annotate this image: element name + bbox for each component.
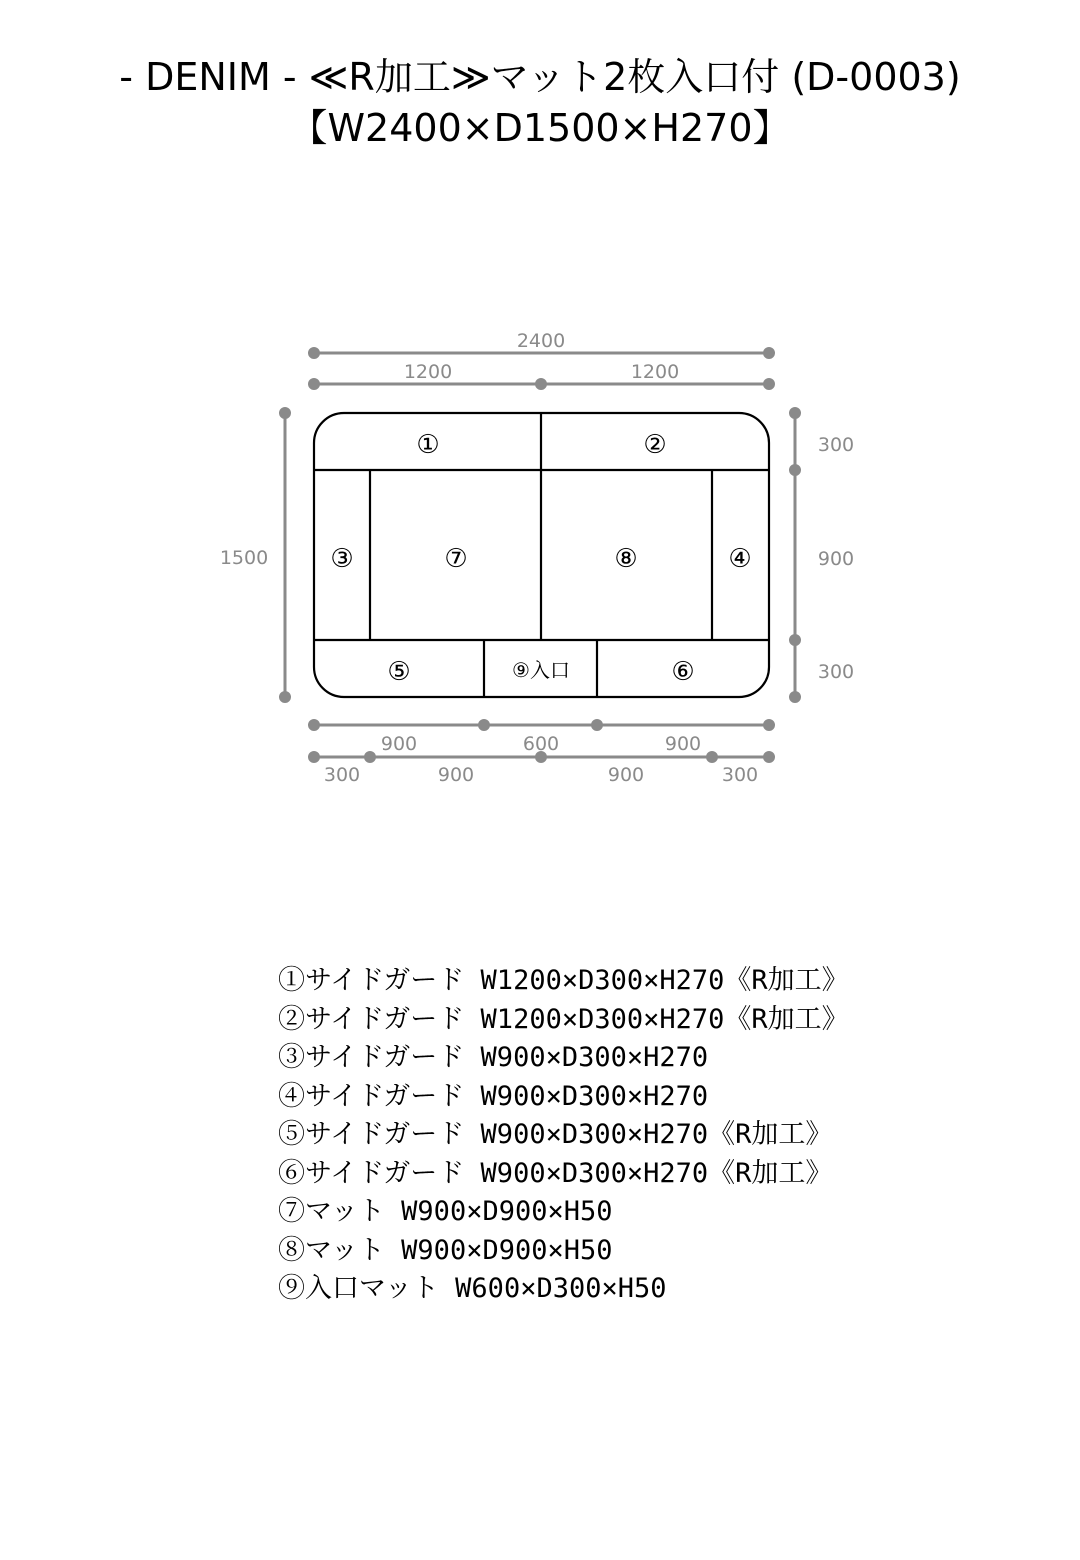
legend-item: ⑨入口マット W600×D300×H50 bbox=[278, 1273, 667, 1304]
piece-4-label: ④ bbox=[728, 544, 752, 574]
right-dimension bbox=[791, 409, 800, 702]
piece-8-label: ⑧ bbox=[614, 544, 638, 574]
legend-item: ③サイドガード W900×D300×H270 bbox=[278, 1042, 709, 1073]
piece-5-label: ⑤ bbox=[387, 657, 411, 687]
dim-bottom-2b: 900 bbox=[437, 764, 475, 786]
piece-1-label: ① bbox=[416, 430, 440, 460]
title-line-1: - DENIM - ≪R加工≫マット2枚入口付 (D-0003) bbox=[119, 55, 961, 99]
dim-top-right: 1200 bbox=[630, 361, 680, 383]
piece-7-label: ⑦ bbox=[444, 544, 468, 574]
left-dimension bbox=[281, 409, 290, 702]
mat-outline bbox=[314, 413, 769, 697]
legend-item: ①サイドガード W1200×D300×H270《R加工》 bbox=[278, 965, 849, 996]
legend-item: ⑥サイドガード W900×D300×H270《R加工》 bbox=[278, 1157, 833, 1189]
dim-bottom-1c: 900 bbox=[664, 733, 702, 755]
legend-item: ②サイドガード W1200×D300×H270《R加工》 bbox=[278, 1003, 849, 1035]
title-line-2: 【W2400×D1500×H270】 bbox=[289, 106, 791, 150]
legend-item: ⑦マット W900×D900×H50 bbox=[278, 1196, 613, 1227]
piece-6-label: ⑥ bbox=[671, 657, 695, 687]
dim-right-mid: 900 bbox=[817, 548, 855, 570]
dim-right-bottom: 300 bbox=[817, 661, 855, 683]
dim-top-left: 1200 bbox=[403, 361, 453, 383]
dim-bottom-2c: 900 bbox=[607, 764, 645, 786]
legend-item: ⑤サイドガード W900×D300×H270《R加工》 bbox=[278, 1119, 833, 1150]
dim-top-total: 2400 bbox=[516, 330, 566, 352]
dim-bottom-1b: 600 bbox=[522, 733, 560, 755]
dim-bottom-1a: 900 bbox=[380, 733, 418, 755]
top-dimensions bbox=[310, 349, 774, 389]
dim-left-total: 1500 bbox=[219, 547, 269, 569]
dim-bottom-2a: 300 bbox=[323, 764, 361, 786]
dim-right-top: 300 bbox=[817, 434, 855, 456]
legend-item: ④サイドガード W900×D300×H270 bbox=[278, 1080, 709, 1112]
piece-9-label: ⑨入口 bbox=[512, 658, 570, 682]
parts-legend bbox=[278, 962, 849, 1309]
dim-bottom-2d: 300 bbox=[721, 764, 759, 786]
piece-2-label: ② bbox=[643, 430, 667, 460]
piece-3-label: ③ bbox=[330, 544, 354, 574]
legend-item: ⑧マット W900×D900×H50 bbox=[278, 1234, 613, 1266]
